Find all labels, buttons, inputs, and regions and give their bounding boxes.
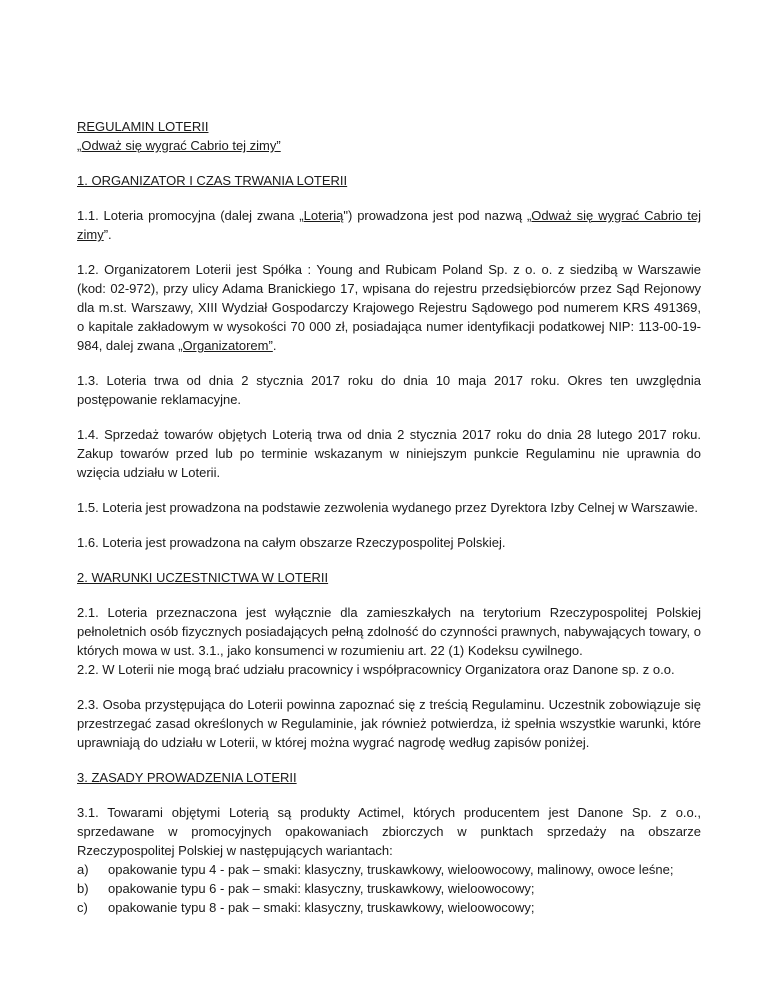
paragraph-1-6: 1.6. Loteria jest prowadzona na całym obszarze Rzeczypospolitej Polskiej. <box>77 535 506 550</box>
paragraph-1-4: 1.4. Sprzedaż towarów objętych Loterią trwa od dnia 2 stycznia 2017 roku do dnia 28 lutego 2017 roku. Zakup towarów przed lub po terminie wskazanym w niniejszym punkcie Regulaminu nie uprawnia do wzięcia udziału w Loterii. <box>77 427 701 480</box>
paragraph-2-2: 2.2. W Loterii nie mogą brać udziału pracownicy i współpracownicy Organizatora oraz Danone sp. z o.o. <box>77 662 675 677</box>
document-title: REGULAMIN LOTERII <box>77 119 209 134</box>
term-organizator: „Organizatorem” <box>178 338 273 353</box>
paragraph-2-3: 2.3. Osoba przystępująca do Loterii powinna zapoznać się z treścią Regulaminu. Uczestnik zobowiązuje się przestrzegać zasad określonych w Regulaminie, jak również potwierdza, iż spełnia wszystkie warunki, które uprawniają do udziału w Loterii, w której można wygrać nagrodę według zapisów poniżej. <box>77 697 701 750</box>
list-item: b) opakowanie typu 6 - pak – smaki: klasyczny, truskawkowy, wieloowocowy; <box>77 881 535 896</box>
section-2-heading: 2. WARUNKI UCZESTNICTWA W LOTERII <box>77 570 329 585</box>
list-item: c) opakowanie typu 8 - pak – smaki: klasyczny, truskawkowy, wieloowocowy; <box>77 900 535 915</box>
paragraph-1-2: 1.2. Organizatorem Loterii jest Spółka : Young and Rubicam Poland Sp. z o. o. z siedzibą w Warszawie (kod: 02-972), przy ulicy Adama Branickiego 17, wpisana do rejestru przedsiębiorców przez Sąd Rejonowy dla m.st. Warszawy, XIII Wydział Gospodarczy Krajowego Rejestru Sądowego pod numerem KRS 491369, o kapitale zakładowym w wysokości 70 000 zł, posiadająca numer identyfikacji podatkowej NIP: 113-00-19-984, dalej zwana „Organizatorem”. <box>77 262 701 353</box>
term-loteria: Loterią <box>303 208 344 223</box>
term-loteria-name: „Odważ się wygrać Cabrio tej zimy <box>77 208 702 242</box>
paragraph-1-5: 1.5. Loteria jest prowadzona na podstawie zezwolenia wydanego przez Dyrektora Izby Celnej w Warszawie. <box>77 500 698 515</box>
section-3-heading: 3. ZASADY PROWADZENIA LOTERII <box>77 770 297 785</box>
paragraph-1-3: 1.3. Loteria trwa od dnia 2 stycznia 2017 roku do dnia 10 maja 2017 roku. Okres ten uwzględnia postępowanie reklamacyjne. <box>77 373 701 407</box>
product-variants-list <box>77 860 701 917</box>
list-item: a) opakowanie typu 4 - pak – smaki: klasyczny, truskawkowy, wieloowocowy, malinowy, owoce leśne; <box>77 862 674 877</box>
paragraph-1-1: 1.1. Loteria promocyjna (dalej zwana „Loterią") prowadzona jest pod nazwą „Odważ się wygrać Cabrio tej zimy”. <box>77 208 702 242</box>
section-1-heading: 1. ORGANIZATOR I CZAS TRWANIA LOTERII <box>77 173 348 188</box>
document-subtitle: „Odważ się wygrać Cabrio tej zimy” <box>77 138 281 153</box>
document-page <box>77 117 701 917</box>
paragraph-3-1: 3.1. Towarami objętymi Loterią są produkty Actimel, których producentem jest Danone Sp. z o.o., sprzedawane w promocyjnych opakowaniach zbiorczych w punktach sprzedaży na obszarze Rzeczypospolitej Polskiej w następujących wariantach: <box>77 805 701 858</box>
paragraph-2-1: 2.1. Loteria przeznaczona jest wyłącznie dla zamieszkałych na terytorium Rzeczypospolitej Polskiej pełnoletnich osób fizycznych posiadających pełną zdolność do czynności prawnych, nabywających towary, o których mowa w ust. 3.1., jako konsumenci w rozumieniu art. 22 (1) Kodeksu cywilnego. <box>77 605 701 658</box>
